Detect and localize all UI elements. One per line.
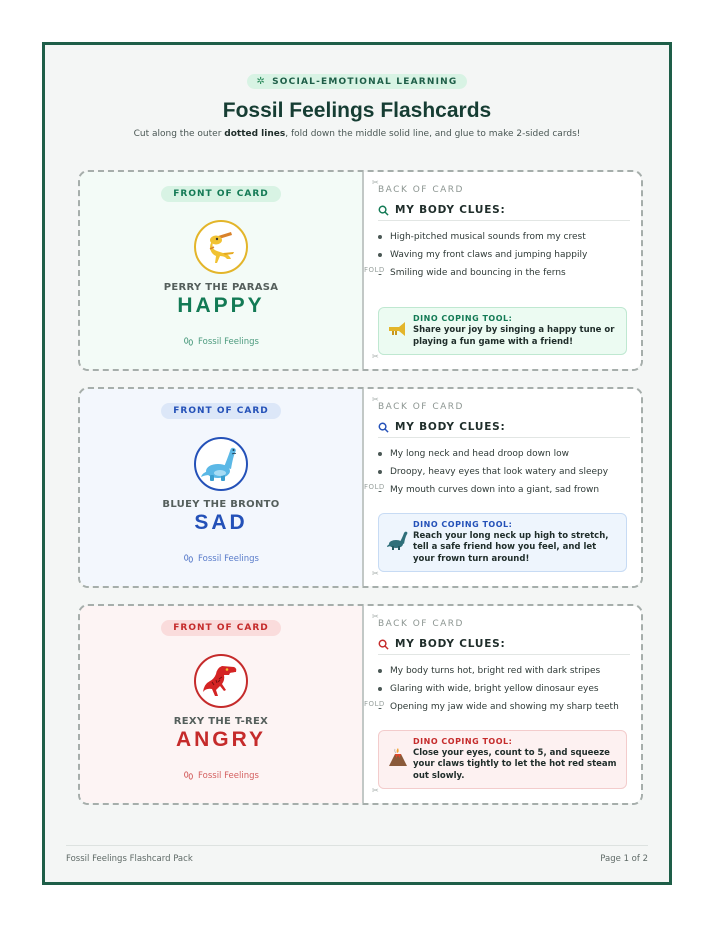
back-label: BACK OF CARD	[378, 619, 464, 629]
header	[45, 69, 669, 139]
instructions-post: , fold down the middle solid line, and glue to make 2-sided cards!	[285, 129, 581, 139]
list-item	[378, 481, 630, 499]
scissors-icon: ✂	[372, 786, 379, 795]
dino-portrait	[194, 437, 248, 491]
sauropod-icon	[387, 530, 409, 554]
scissors-icon: ✂	[372, 395, 379, 404]
brand-label: Fossil Feelings	[198, 336, 259, 347]
clue-text: Glaring with wide, bright yellow dinosaur eyes	[390, 684, 599, 694]
clue-list	[378, 228, 630, 282]
clues-title	[378, 421, 630, 438]
clues-title	[378, 204, 630, 221]
clue-text: High-pitched musical sounds from my crest	[390, 232, 586, 242]
sparkle-icon: ✲	[256, 76, 267, 87]
brand-mark	[183, 770, 259, 781]
back-label: BACK OF CARD	[378, 402, 464, 412]
footprints-icon	[183, 336, 194, 347]
flashcard-happy	[78, 170, 643, 371]
page-footer	[66, 845, 648, 864]
card-back	[362, 606, 641, 803]
magnifier-icon	[378, 205, 389, 216]
category-badge-label: SOCIAL-EMOTIONAL LEARNING	[272, 76, 458, 87]
scissors-icon: ✂	[372, 569, 379, 578]
magnifier-icon	[378, 639, 389, 650]
page-title: Fossil Feelings Flashcards	[222, 99, 492, 122]
emotion-word: HAPPY	[177, 294, 265, 317]
list-item	[378, 228, 630, 246]
worksheet-page	[42, 42, 672, 885]
page-number: Page 1 of 2	[600, 854, 648, 864]
clue-list	[378, 662, 630, 716]
list-item	[378, 246, 630, 264]
instructions	[45, 129, 669, 139]
card-front	[80, 172, 362, 369]
list-item	[378, 680, 630, 698]
coping-text: Close your eyes, count to 5, and squeeze your claws tightly to let the hot red steam out slowly.	[413, 747, 617, 781]
coping-text: Reach your long neck up high to stretch, tell a safe friend how you feel, and let your frown turn around!	[413, 530, 609, 564]
footprints-icon	[183, 553, 194, 564]
dino-name: BLUEY THE BRONTO	[162, 499, 280, 510]
clue-text: Droopy, heavy eyes that look watery and sleepy	[390, 467, 609, 477]
dino-name: PERRY THE PARASA	[163, 282, 279, 293]
card-front	[80, 606, 362, 803]
dino-portrait	[194, 220, 248, 274]
scissors-icon: ✂	[372, 612, 379, 621]
clue-text: Smiling wide and bouncing in the ferns	[390, 268, 566, 278]
list-item	[378, 445, 630, 463]
brand-label: Fossil Feelings	[198, 553, 259, 564]
parasaurolophus-icon	[201, 227, 241, 267]
front-label: FRONT OF CARD	[161, 620, 280, 636]
trumpet-icon	[387, 320, 409, 342]
brand-label: Fossil Feelings	[198, 770, 259, 781]
dino-portrait	[194, 654, 248, 708]
instructions-bold: dotted lines	[224, 129, 286, 139]
coping-label: DINO COPING TOOL:	[413, 736, 513, 746]
card-front	[80, 389, 362, 586]
front-label: FRONT OF CARD	[161, 186, 280, 202]
clues-title-label: MY BODY CLUES:	[395, 638, 506, 650]
scissors-icon: ✂	[372, 352, 379, 361]
flashcard-sad	[78, 387, 643, 588]
coping-label: DINO COPING TOOL:	[413, 314, 513, 323]
footprints-icon	[183, 770, 194, 781]
list-item	[378, 463, 630, 481]
brontosaurus-icon	[200, 443, 242, 485]
card-back	[362, 389, 641, 586]
clue-text: My body turns hot, bright red with dark stripes	[390, 666, 601, 676]
t-rex-icon	[200, 660, 242, 702]
clue-text: My long neck and head droop down low	[390, 449, 569, 459]
fold-label: FOLD	[364, 700, 385, 708]
list-item	[378, 662, 630, 680]
clue-list	[378, 445, 630, 499]
coping-text: Share your joy by singing a happy tune or playing a fun game with a friend!	[413, 325, 615, 347]
clues-title-label: MY BODY CLUES:	[395, 204, 506, 216]
category-badge	[247, 74, 468, 89]
brand-mark	[183, 553, 259, 564]
emotion-word: SAD	[194, 511, 248, 534]
brand-mark	[183, 336, 259, 347]
clues-title-label: MY BODY CLUES:	[395, 421, 506, 433]
volcano-icon	[387, 747, 409, 771]
list-item	[378, 698, 630, 716]
dino-name: REXY THE T-REX	[173, 716, 269, 727]
emotion-word: ANGRY	[175, 728, 267, 751]
magnifier-icon	[378, 422, 389, 433]
flashcard-angry	[78, 604, 643, 805]
list-item	[378, 264, 630, 282]
clue-text: Waving my front claws and jumping happily	[390, 250, 588, 260]
coping-label: DINO COPING TOOL:	[413, 519, 513, 529]
fold-label: FOLD	[364, 483, 385, 491]
scissors-icon: ✂	[372, 178, 379, 187]
clues-title	[378, 638, 630, 655]
footer-title: Fossil Feelings Flashcard Pack	[66, 854, 193, 864]
coping-tool	[378, 307, 627, 355]
instructions-pre: Cut along the outer	[133, 129, 225, 139]
back-label: BACK OF CARD	[378, 185, 464, 195]
front-label: FRONT OF CARD	[161, 403, 280, 419]
coping-tool	[378, 730, 627, 790]
fold-label: FOLD	[364, 266, 385, 274]
card-back	[362, 172, 641, 369]
coping-tool	[378, 513, 627, 573]
clue-text: Opening my jaw wide and showing my sharp teeth	[390, 702, 619, 712]
clue-text: My mouth curves down into a giant, sad frown	[390, 485, 600, 495]
